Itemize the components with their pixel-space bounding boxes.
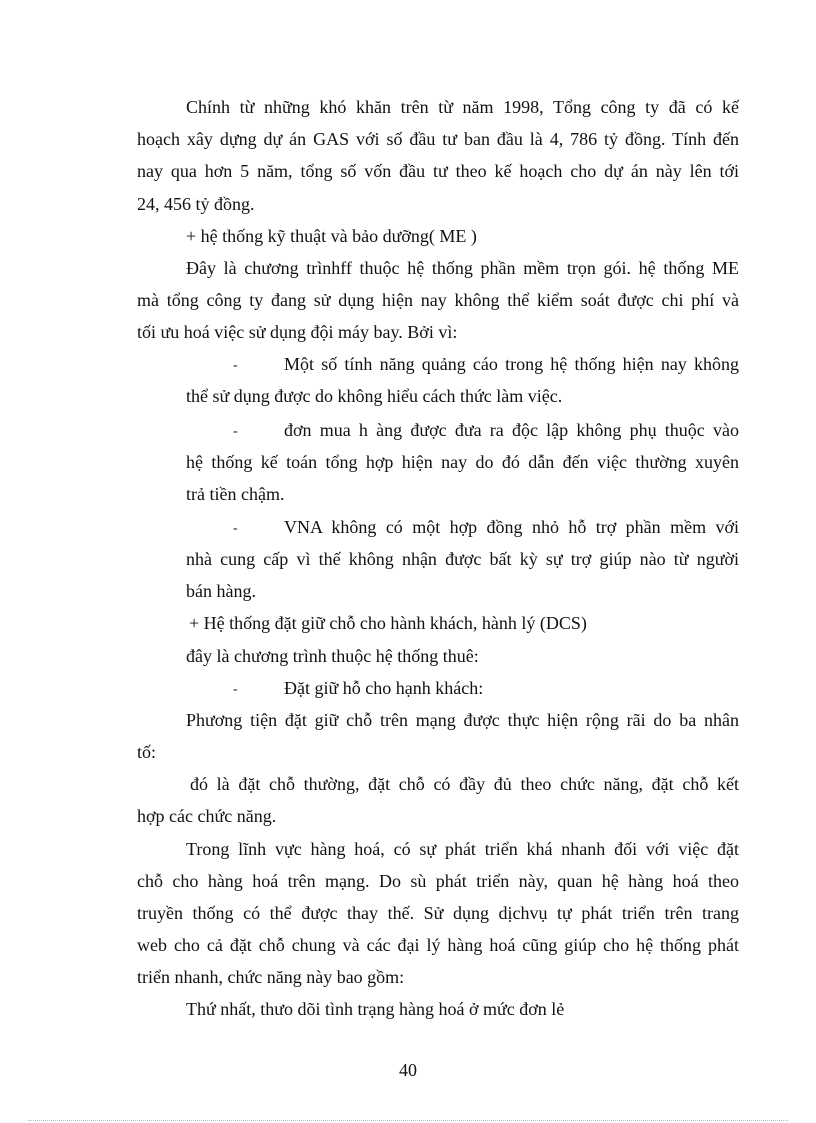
paragraph-5-line-4: web cho cả đặt chỗ chung và các đại lý hàng hoá cũng giúp cho hệ thống phát <box>137 935 739 955</box>
bullet-1-line-1: Một số tính năng quảng cáo trong hệ thống hiện nay không <box>284 354 739 374</box>
paragraph-4-line-2: hợp các chức năng. <box>137 806 277 826</box>
heading-me: + hệ thống kỹ thuật và bảo dưỡng( ME ) <box>186 226 477 246</box>
bullet-marker: - <box>233 682 238 697</box>
bullet-3-line-3: bán hàng. <box>186 581 256 601</box>
dcs-intro: đây là chương trình thuộc hệ thống thuê: <box>186 646 479 666</box>
page-number: 40 <box>399 1060 417 1080</box>
bullet-dcs: Đặt giữ hỗ cho hạnh khách: <box>284 678 484 698</box>
page-bottom-divider <box>28 1120 788 1121</box>
paragraph-1-line-1: Chính từ những khó khăn trên từ năm 1998, Tổng công ty đã có kế <box>186 97 739 117</box>
paragraph-1-line-3: nay qua hơn 5 năm, tổng số vốn đầu tư theo kế hoạch cho dự án này lên tới <box>137 161 739 181</box>
bullet-3-line-1: VNA không có một hợp đồng nhỏ hỗ trợ phần mềm với <box>284 517 739 537</box>
paragraph-6: Thứ nhất, thưo dõi tình trạng hàng hoá ở mức đơn lẻ <box>186 999 565 1019</box>
bullet-1-line-2: thể sử dụng được do không hiểu cách thức làm việc. <box>186 386 563 406</box>
bullet-2-line-3: trả tiền chậm. <box>186 484 285 504</box>
heading-dcs: + Hệ thống đặt giữ chỗ cho hành khách, hành lý (DCS) <box>189 613 587 633</box>
bullet-marker: - <box>233 358 238 373</box>
paragraph-3-line-1: Phương tiện đặt giữ chỗ trên mạng được thực hiện rộng rãi do ba nhân <box>186 710 739 730</box>
bullet-3-line-2: nhà cung cấp vì thế không nhận được bất kỳ sự trợ giúp nào từ người <box>186 549 739 569</box>
paragraph-5-line-2: chỗ cho hàng hoá trên mạng. Do sù phát triển này, quan hệ hàng hoá theo <box>137 871 739 891</box>
bullet-marker: - <box>233 521 238 536</box>
bullet-2-line-1: đơn mua h àng được đưa ra độc lập không phụ thuộc vào <box>284 420 739 440</box>
paragraph-5-line-3: truyền thống có thể được thay thế. Sử dụng dịchvụ tự phát triển trên trang <box>137 903 739 923</box>
paragraph-3-line-2: tố: <box>137 742 157 762</box>
paragraph-1-line-4: 24, 456 tỷ đồng. <box>137 194 255 214</box>
paragraph-5-line-1: Trong lĩnh vực hàng hoá, có sự phát triển khá nhanh đối với việc đặt <box>186 839 739 859</box>
paragraph-5-line-5: triển nhanh, chức năng này bao gồm: <box>137 967 405 987</box>
bullet-marker: - <box>233 424 238 439</box>
paragraph-2-line-3: tối ưu hoá việc sử dụng đội máy bay. Bởi vì: <box>137 322 458 342</box>
paragraph-1-line-2: hoạch xây dựng dự án GAS với số đầu tư ban đầu là 4, 786 tỷ đồng. Tính đến <box>137 129 739 149</box>
paragraph-2-line-2: mà tổng công ty đang sử dụng hiện nay không thể kiểm soát được chi phí và <box>137 290 739 310</box>
bullet-2-line-2: hệ thống kế toán tổng hợp hiện nay do đó dẫn đến việc thường xuyên <box>186 452 739 472</box>
paragraph-4-line-1: đó là đặt chỗ thường, đặt chỗ có đầy đủ theo chức năng, đặt chỗ kết <box>190 774 739 794</box>
paragraph-2-line-1: Đây là chương trìnhff thuộc hệ thống phần mềm trọn gói. hệ thống ME <box>186 258 739 278</box>
